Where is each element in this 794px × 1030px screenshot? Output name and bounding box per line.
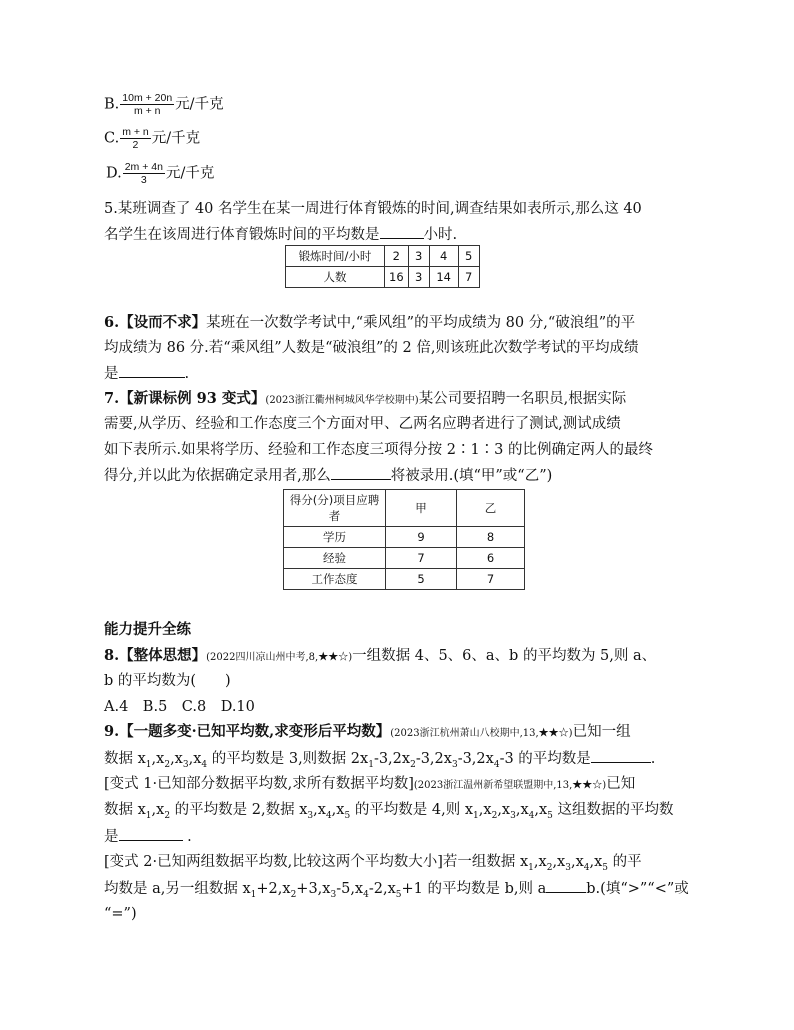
- table-cell: 人数: [286, 267, 385, 288]
- section-title: 能力提升全练: [104, 621, 191, 638]
- q9-text: 的平均数是: [518, 751, 591, 767]
- table-cell: 5: [458, 246, 479, 267]
- variant2-text: 的平: [612, 854, 642, 870]
- table-cell: 经验: [284, 548, 386, 569]
- table-cell: 14: [429, 267, 458, 288]
- q9-variant2-line1: [变式 2·已知两组数据平均数,比较这两个平均数大小]若一组数据 $x_1,x_2,x_3,x_4,x_5$ 的平: [104, 854, 642, 873]
- answer-blank[interactable]: [119, 363, 185, 378]
- q8-tag: 8.【整体思想】: [104, 647, 207, 664]
- variant1-text: 的平均数是 4,则 x: [354, 802, 474, 818]
- table-row: [284, 548, 525, 569]
- q6-line1: [104, 313, 635, 333]
- table-cell: 锻炼时间/小时: [286, 246, 385, 267]
- table-row: [286, 267, 480, 288]
- q9-variant1-line1: [104, 774, 635, 796]
- table-row: [284, 569, 525, 590]
- table-row: [286, 246, 480, 267]
- q5-text: 名学生在该周进行体育锻炼时间的平均数是: [104, 227, 380, 243]
- q7-line3: 如下表所示.如果将学历、经验和工作态度三项得分按 2∶1∶3 的比例确定两人的最终: [104, 442, 654, 458]
- q5-unit: 小时.: [423, 227, 458, 243]
- denominator: 2: [132, 139, 139, 151]
- option-d: [106, 161, 214, 186]
- header-text: 者: [328, 509, 341, 523]
- q8-line1: [104, 646, 656, 668]
- q9-line1: [104, 722, 631, 744]
- table-cell: 工作态度: [284, 569, 386, 590]
- q6-period: .: [184, 366, 190, 382]
- numerator: 2m + 4n: [124, 161, 163, 173]
- unit: 元/千克: [165, 165, 215, 182]
- q7-text: 得分,并以此为依据确定录用者,那么: [104, 468, 331, 484]
- q9-source: (2023浙江杭州萧山八校期中,13,★★☆): [390, 728, 573, 739]
- option-d-label: D.: [106, 165, 122, 182]
- answer-blank[interactable]: [331, 465, 391, 480]
- q7-line1: [104, 389, 626, 411]
- option-c-label: C.: [104, 130, 120, 147]
- q8-text: 一组数据 4、5、6、a、b 的平均数为 5,则 a、: [352, 648, 657, 664]
- denominator: 3: [140, 174, 147, 186]
- variant1-text: 这组数据的平均数: [557, 802, 674, 818]
- table-cell: 7: [458, 267, 479, 288]
- q7-table: [283, 489, 525, 590]
- variant2-text: 若一组数据 x: [442, 854, 529, 870]
- q7-text: 某公司要招聘一名职员,根据实际: [418, 391, 627, 407]
- q8-line2: b 的平均数为( ): [104, 673, 231, 689]
- option-b-label: B.: [104, 96, 120, 113]
- variant1-text: 数据 x: [104, 802, 146, 818]
- unit: 元/千克: [151, 130, 201, 147]
- table-cell: 5: [386, 569, 457, 590]
- q7-tag: 7.【新课标例 93 变式】: [104, 390, 266, 407]
- q9-variant2-line2: 均数是 a,另一组数据 $x_1+2,x_2+3,x_3-5,x_4-2,x_5+1$ 的平均数是 b,则 a b.(填“>”“<”或: [104, 878, 689, 905]
- option-c: [104, 126, 200, 151]
- q7-source: (2023浙江衢州柯城风华学校期中): [265, 395, 419, 406]
- table-cell: 4: [429, 246, 458, 267]
- q9-variant1-line3: [104, 826, 192, 847]
- q8-source: (2022四川凉山州中考,8,★★☆): [206, 652, 353, 663]
- q6-text: 是: [104, 366, 119, 382]
- option-d-fraction: [123, 161, 165, 186]
- variant1-source: (2023浙江温州新希望联盟期中,13,★★☆): [413, 780, 607, 791]
- q9-variant1-line2: 数据 $x_1,x_2$ 的平均数是 2,数据 $x_3,x_4,x_5$ 的平均数是 4,则 $x_1,x_2,x_3,x_4,x_5$ 这组数据的平均数: [104, 802, 674, 821]
- table-cell: 6: [457, 548, 525, 569]
- variant1-text: 的平均数是 2,数据 x: [174, 802, 308, 818]
- q7-text: 将被录用.(填“甲”或“乙”): [390, 468, 553, 484]
- unit: 元/千克: [175, 96, 224, 113]
- table-row: [284, 490, 525, 527]
- table-header-cell: [284, 490, 386, 527]
- table-cell: 16: [385, 267, 409, 288]
- q6-line2: 均成绩为 86 分.若“乘风组”人数是“破浪组”的 2 倍,则该班此次数学考试的平均成绩: [104, 340, 639, 356]
- denominator: m + n: [133, 105, 161, 117]
- variant1-tag: [变式 1·已知部分数据平均数,求所有数据平均数]: [104, 776, 414, 792]
- q5-line2: [104, 224, 457, 245]
- variant2-text: 均数是 a,另一组数据 x: [104, 881, 251, 897]
- answer-blank[interactable]: [546, 878, 586, 893]
- header-text: 得分(分)项目应聘: [289, 493, 380, 507]
- table-row: [284, 527, 525, 548]
- option-b: [104, 92, 224, 117]
- table-cell: 8: [457, 527, 525, 548]
- answer-blank[interactable]: [591, 748, 651, 763]
- table-cell: 7: [457, 569, 525, 590]
- q5-line1: 5.某班调查了 40 名学生在某一周进行体育锻炼的时间,调查结果如表所示,那么这 40: [104, 201, 642, 217]
- numerator: m + n: [122, 126, 149, 138]
- variant1-text: 已知: [606, 776, 636, 792]
- q9-text: 已知一组: [572, 724, 631, 740]
- answer-blank[interactable]: [119, 826, 183, 841]
- q6-line3: [104, 363, 189, 384]
- answer-blank[interactable]: [380, 224, 424, 239]
- option-b-fraction: [120, 92, 174, 117]
- q7-line2: 需要,从学历、经验和工作态度三个方面对甲、乙两名应聘者进行了测试,测试成绩: [104, 416, 621, 432]
- numerator: 10m + 20n: [122, 92, 173, 104]
- table-cell: 7: [386, 548, 457, 569]
- variant1-text: .: [187, 829, 192, 845]
- q9-variant2-line3: “=”): [104, 906, 137, 922]
- variant1-text: 是: [104, 829, 119, 845]
- table-cell: 3: [408, 267, 429, 288]
- q9-line2: 数据 $x_1,x_2,x_3,x_4$ 的平均数是 3,则数据 $2x_1-3,2x_2-3,2x_3-3,2x_4-3$ 的平均数是 .: [104, 748, 655, 775]
- variant2-text: 的平均数是 b,则 a: [427, 881, 547, 897]
- table-cell: 2: [385, 246, 409, 267]
- variant2-text: b.(填“>”“<”或: [586, 881, 689, 897]
- q9-tag: 9.【一题多变·已知平均数,求变形后平均数】: [104, 723, 391, 740]
- option-c-fraction: [120, 126, 151, 151]
- q6-text: 某班在一次数学考试中,“乘风组”的平均成绩为 80 分,“破浪组”的平: [206, 315, 636, 331]
- table-cell: 3: [408, 246, 429, 267]
- q9-text: 数据 x: [104, 751, 146, 767]
- q9-text: 的平均数是 3,则数据 2x: [211, 751, 369, 767]
- variant2-tag: [变式 2·已知两组数据平均数,比较这两个平均数大小]: [104, 854, 443, 870]
- q5-table: [285, 245, 480, 288]
- table-header-cell: 甲: [386, 490, 457, 527]
- q6-tag: 6.【设而不求】: [104, 314, 207, 331]
- table-header-cell: 乙: [457, 490, 525, 527]
- q7-line4: [104, 465, 552, 486]
- table-cell: 学历: [284, 527, 386, 548]
- q8-options: A.4 B.5 C.8 D.10: [104, 699, 255, 715]
- table-cell: 9: [386, 527, 457, 548]
